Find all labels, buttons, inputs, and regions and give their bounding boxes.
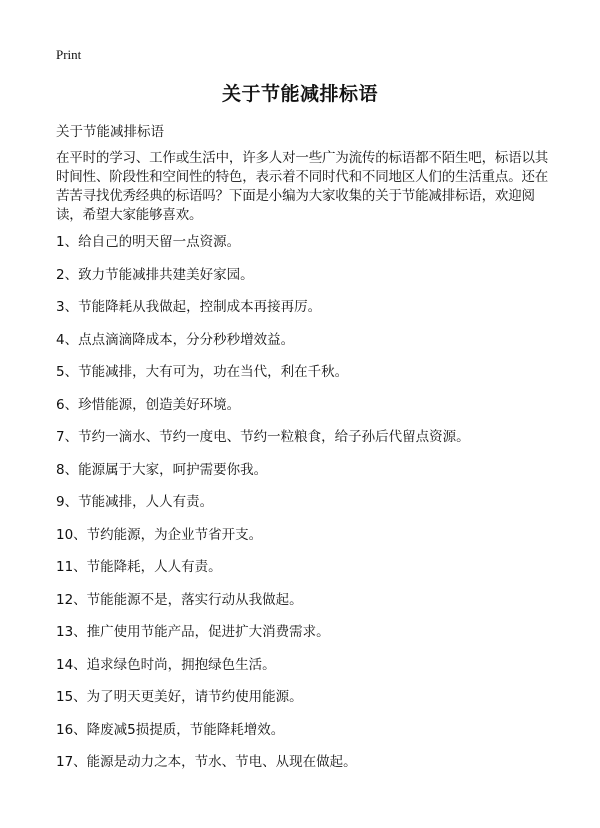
slogan-item: 1、给自己的明天留一点资源。 <box>56 234 241 250</box>
slogan-item: 13、推广使用节能产品，促进扩大消费需求。 <box>56 624 330 640</box>
slogan-item: 16、降废减5损提质，节能降耗增效。 <box>56 721 285 738</box>
slogan-item: 11、节能降耗，人人有责。 <box>56 559 222 575</box>
slogan-item: 12、节能能源不是，落实行动从我做起。 <box>56 591 303 608</box>
slogan-item: 5、节能减排，大有可为，功在当代，利在千秋。 <box>56 364 349 380</box>
slogan-item: 9、节能减排，人人有责。 <box>56 494 214 510</box>
slogan-item: 6、珍惜能源，创造美好环境。 <box>56 396 241 413</box>
slogan-item: 7、节约一滴水、节约一度电、节约一粒粮食，给子孙后代留点资源。 <box>56 429 470 445</box>
slogan-item: 14、追求绿色时尚，拥抱绿色生活。 <box>56 656 276 673</box>
slogan-item: 10、节约能源，为企业节省开支。 <box>56 526 263 543</box>
slogan-item: 17、能源是动力之本，节水、节电、从现在做起。 <box>56 754 357 770</box>
slogan-item: 15、为了明天更美好，请节约使用能源。 <box>56 689 303 705</box>
page-title: 关于节能减排标语 <box>221 83 378 105</box>
intro-paragraph: 在平时的学习、工作或生活中，许多人对一些广为流传的标语都不陌生吧，标语以其时间性、阶段性和空间性的特色，表示着不同时代和不同地区人们的生活重点。还在苦苦寻找优秀经典的标语吗？下面是小编为大家收集的关于节能减排标语，欢迎阅读，希望大家能够喜欢。 <box>56 150 549 223</box>
print-link[interactable]: Print <box>56 47 82 62</box>
article-subtitle: 关于节能减排标语 <box>56 124 164 140</box>
slogan-item: 3、节能降耗从我做起，控制成本再接再厉。 <box>56 299 322 315</box>
slogan-list <box>56 232 470 785</box>
slogan-item: 4、点点滴滴降成本，分分秒秒增效益。 <box>56 331 295 348</box>
slogan-item: 8、能源属于大家，呵护需要你我。 <box>56 461 268 478</box>
slogan-item: 2、致力节能减排共建美好家园。 <box>56 266 254 283</box>
